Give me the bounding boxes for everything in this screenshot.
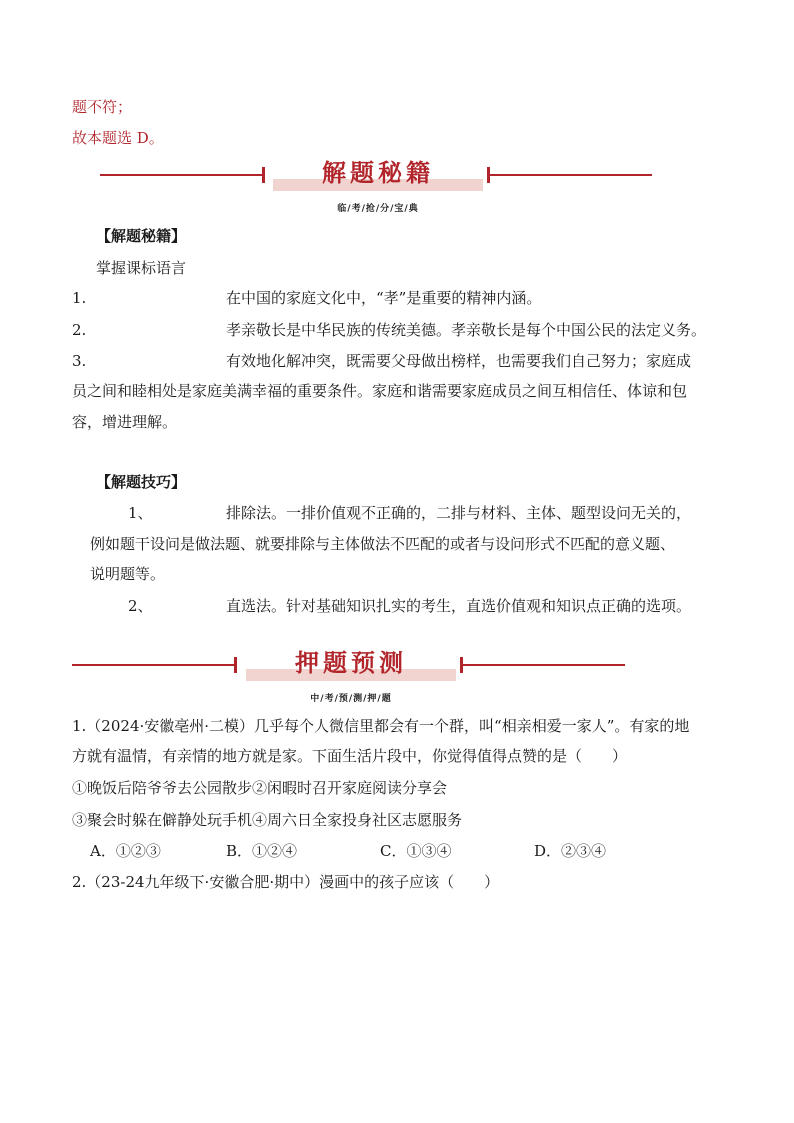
question-1-choice-a[interactable]: A．①②③ <box>90 842 161 860</box>
skills-item-1-text: 排除法。一排价值观不正确的，二排与材料、主体、题型设问无关的， <box>226 504 692 522</box>
skills-item-2-text: 直选法。针对基础知识扎实的考生，直选价值观和知识点正确的选项。 <box>226 597 692 615</box>
question-1-statements-line-2: ③聚会时躲在僻静处玩手机④周六日全家投身社区志愿服务 <box>72 811 463 829</box>
banner-right-line <box>490 174 652 176</box>
skills-item-1-continuation-1: 例如题干设问是做法题、就要排除与主体做法不匹配的或者与设问形式不匹配的意义题、 <box>90 535 676 553</box>
secrets-item-3-number: 3. <box>72 352 87 370</box>
skills-item-2-number: 2、 <box>128 597 153 615</box>
secrets-item-3-continuation-2: 容，增进理解。 <box>72 413 178 431</box>
answer-tail-line: 题不符； <box>72 98 133 116</box>
secrets-intro: 掌握课标语言 <box>96 259 187 277</box>
banner-title: 解题秘籍 <box>322 159 434 187</box>
banner-subtitle: 中/考/预/测/押/题 <box>310 694 392 704</box>
skills-heading: 【解题技巧】 <box>96 473 187 491</box>
section-banner-prediction <box>0 648 794 708</box>
banner-subtitle: 临/考/抢/分/宝/典 <box>337 204 419 214</box>
question-1-choice-b[interactable]: B．①②④ <box>226 842 298 860</box>
skills-item-1-continuation-2: 说明题等。 <box>90 565 166 583</box>
banner-left-line <box>72 664 234 666</box>
question-2-stem: 2.（23-24九年级下·安徽合肥·期中）漫画中的孩子应该（ ） <box>72 873 500 891</box>
secrets-item-3-continuation-1: 员之间和睦相处是家庭美满幸福的重要条件。家庭和谐需要家庭成员之间互相信任、体谅和包 <box>72 382 688 400</box>
question-1-statements-line-1: ①晚饭后陪爷爷去公园散步②闲暇时召开家庭阅读分享会 <box>72 779 448 797</box>
question-1-choice-c[interactable]: C．①③④ <box>380 842 452 860</box>
skills-item-1-number: 1、 <box>128 504 153 522</box>
secrets-heading: 【解题秘籍】 <box>96 227 187 245</box>
banner-left-tick <box>262 167 265 183</box>
secrets-item-1-text: 在中国的家庭文化中，“孝”是重要的精神内涵。 <box>226 289 542 307</box>
secrets-item-2-number: 2. <box>72 321 87 339</box>
secrets-item-1-number: 1. <box>72 289 87 307</box>
answer-choice-line: 故本题选 D。 <box>72 129 164 147</box>
question-1-choice-d[interactable]: D．②③④ <box>534 842 607 860</box>
secrets-item-2-text: 孝亲敬长是中华民族的传统美德。孝亲敬长是每个中国公民的法定义务。 <box>226 321 707 339</box>
question-1-stem-line-2: 方就有温情，有亲情的地方就是家。下面生活片段中，你觉得值得点赞的是（ ） <box>72 747 628 765</box>
banner-left-tick <box>234 657 237 673</box>
banner-left-line <box>100 174 262 176</box>
section-banner-secrets <box>0 158 794 218</box>
banner-right-line <box>463 664 625 666</box>
question-1-stem-line-1: 1.（2024·安徽亳州·二模）几乎每个人微信里都会有一个群，叫“相亲相爱一家人”。有家的地 <box>72 717 690 735</box>
secrets-item-3-text: 有效地化解冲突，既需要父母做出榜样，也需要我们自己努力；家庭成 <box>226 352 692 370</box>
banner-title: 押题预测 <box>295 649 407 677</box>
